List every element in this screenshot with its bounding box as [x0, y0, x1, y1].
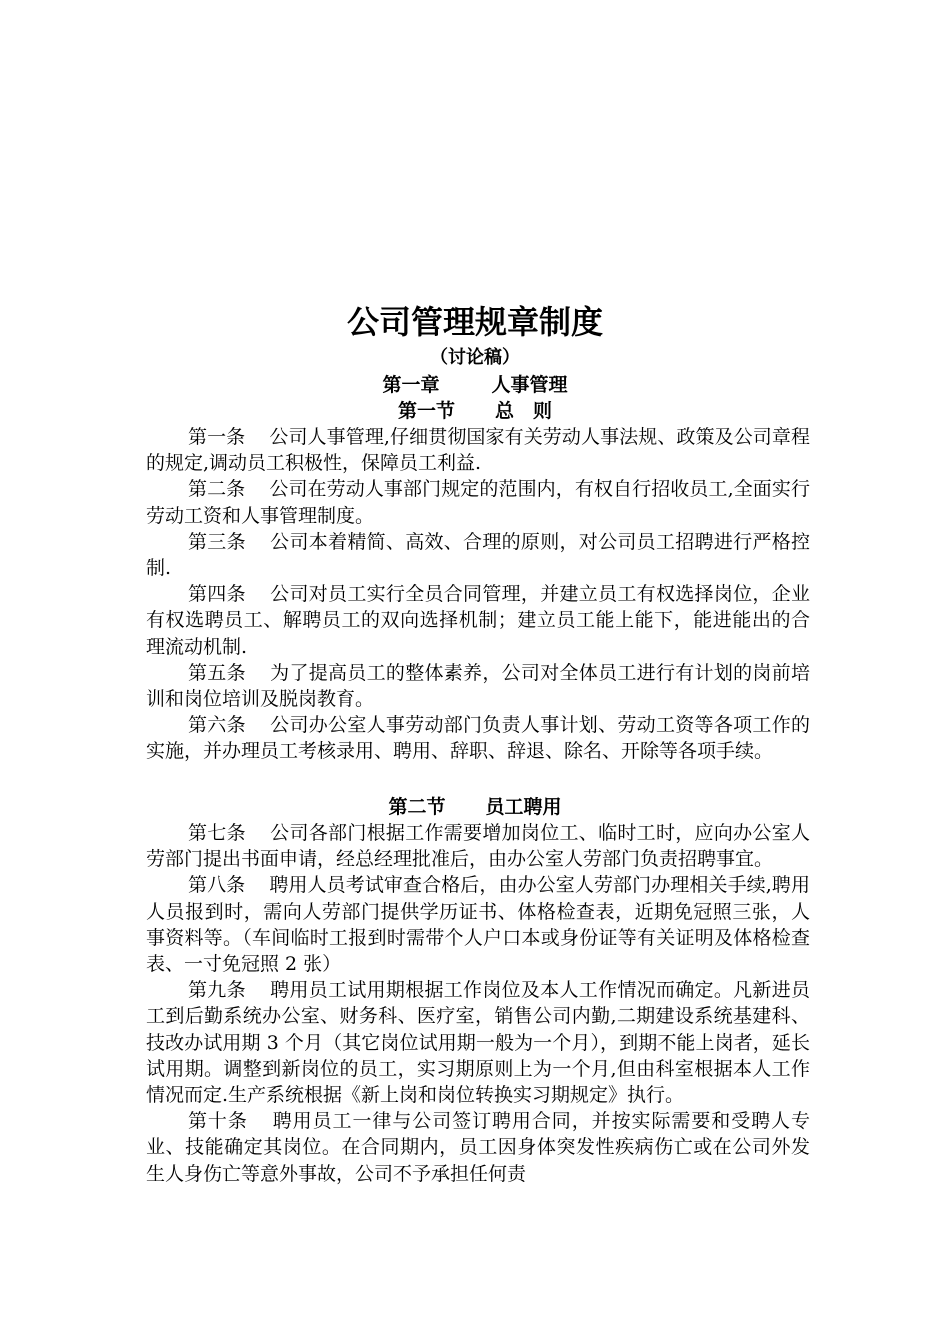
- article-text: 聘用人员考试审查合格后，由办公室人劳部门办理相关手续,聘用人员报到时，需向人劳部门提供学历证书、体格检查表，近期免冠照三张，人事资料等。（车间临时工报到时需带个人户口本或身份证等有关证明及体格检查表、一寸免冠照 2 张）: [146, 874, 810, 976]
- article-label: 第三条: [188, 530, 246, 553]
- article-label: 第七条: [188, 822, 246, 844]
- article-text: 公司本着精简、高效、合理的原则，对公司员工招聘进行严格控制.: [146, 530, 810, 580]
- article-text: 公司对员工实行全员合同管理，并建立员工有权选择岗位，企业有权选聘员工、解聘员工的双向选择机制；建立员工能上能下，能进能出的合理流动机制.: [146, 583, 810, 658]
- section1-body: [146, 424, 810, 765]
- article-label: 第六条: [188, 714, 246, 737]
- article-label: 第十条: [188, 1110, 248, 1133]
- article-text: 公司在劳动人事部门规定的范围内，有权自行招收员工,全面实行劳动工资和人事管理制度。: [146, 478, 810, 527]
- article: [146, 660, 810, 712]
- article: [146, 529, 810, 581]
- section2-body: [146, 820, 810, 1187]
- article-label: 第二条: [188, 478, 246, 501]
- section2-number: 第二节: [388, 796, 446, 818]
- article: [146, 581, 810, 660]
- article-label: 第一条: [188, 426, 246, 448]
- article: [146, 712, 810, 764]
- article-label: 第五条: [188, 661, 246, 684]
- article-text: 公司办公室人事劳动部门负责人事计划、劳动工资等各项工作的实施，并办理员工考核录用、聘用、辞职、辞退、除名、开除等各项手续。: [146, 714, 810, 763]
- article-text: 公司人事管理,仔细贯彻国家有关劳动人事法规、政策及公司章程的规定,调动员工积极性，保障员工利益.: [146, 426, 810, 475]
- article-label: 第四条: [188, 583, 246, 606]
- article: [146, 820, 810, 872]
- article: [146, 1108, 810, 1187]
- article-text: 聘用员工一律与公司签订聘用合同，并按实际需要和受聘人专业、技能确定其岗位。在合同期内，员工因身体突发性疾病伤亡或在公司外发生人身伤亡等意外事故，公司不予承担任何责: [146, 1110, 810, 1185]
- section2-name: 员工聘用: [485, 796, 562, 818]
- section2-heading: [0, 794, 950, 820]
- article-text: 公司各部门根据工作需要增加岗位工、临时工时，应向办公室人劳部门提出书面申请，经总经理批准后，由办公室人劳部门负责招聘事宜。: [146, 822, 810, 871]
- article: [146, 977, 810, 1108]
- article-text: 聘用员工试用期根据工作岗位及本人工作情况而确定。凡新进员工到后勤系统办公室、财务科、医疗室，销售公司内勤,二期建设系统基建科、技改办试用期 3 个月（其它岗位试用期一般为一个月），到期不能上岗者，延长试用期。调整到新岗位的员工，实习期原则上为一个月,但由科室根据本人工作情况而定.生产系统根据《新上岗和岗位转换实习期规定》执行。: [146, 979, 810, 1107]
- article-text: 为了提高员工的整体素养，公司对全体员工进行有计划的岗前培训和岗位培训及脱岗教育。: [146, 661, 810, 711]
- article: [146, 872, 810, 977]
- section1-heading: [0, 398, 950, 424]
- article: [146, 476, 810, 528]
- section1-name: 总 则: [495, 400, 553, 422]
- chapter-number: 第一章: [382, 374, 440, 396]
- article-label: 第八条: [188, 874, 246, 897]
- document-subtitle: （讨论稿）: [430, 347, 520, 368]
- chapter-name: 人事管理: [491, 374, 568, 396]
- chapter-heading: [0, 372, 950, 398]
- article: [146, 424, 810, 476]
- section1-number: 第一节: [397, 400, 455, 422]
- article-label: 第九条: [188, 979, 246, 1002]
- document-title: 公司管理规章制度: [346, 303, 603, 341]
